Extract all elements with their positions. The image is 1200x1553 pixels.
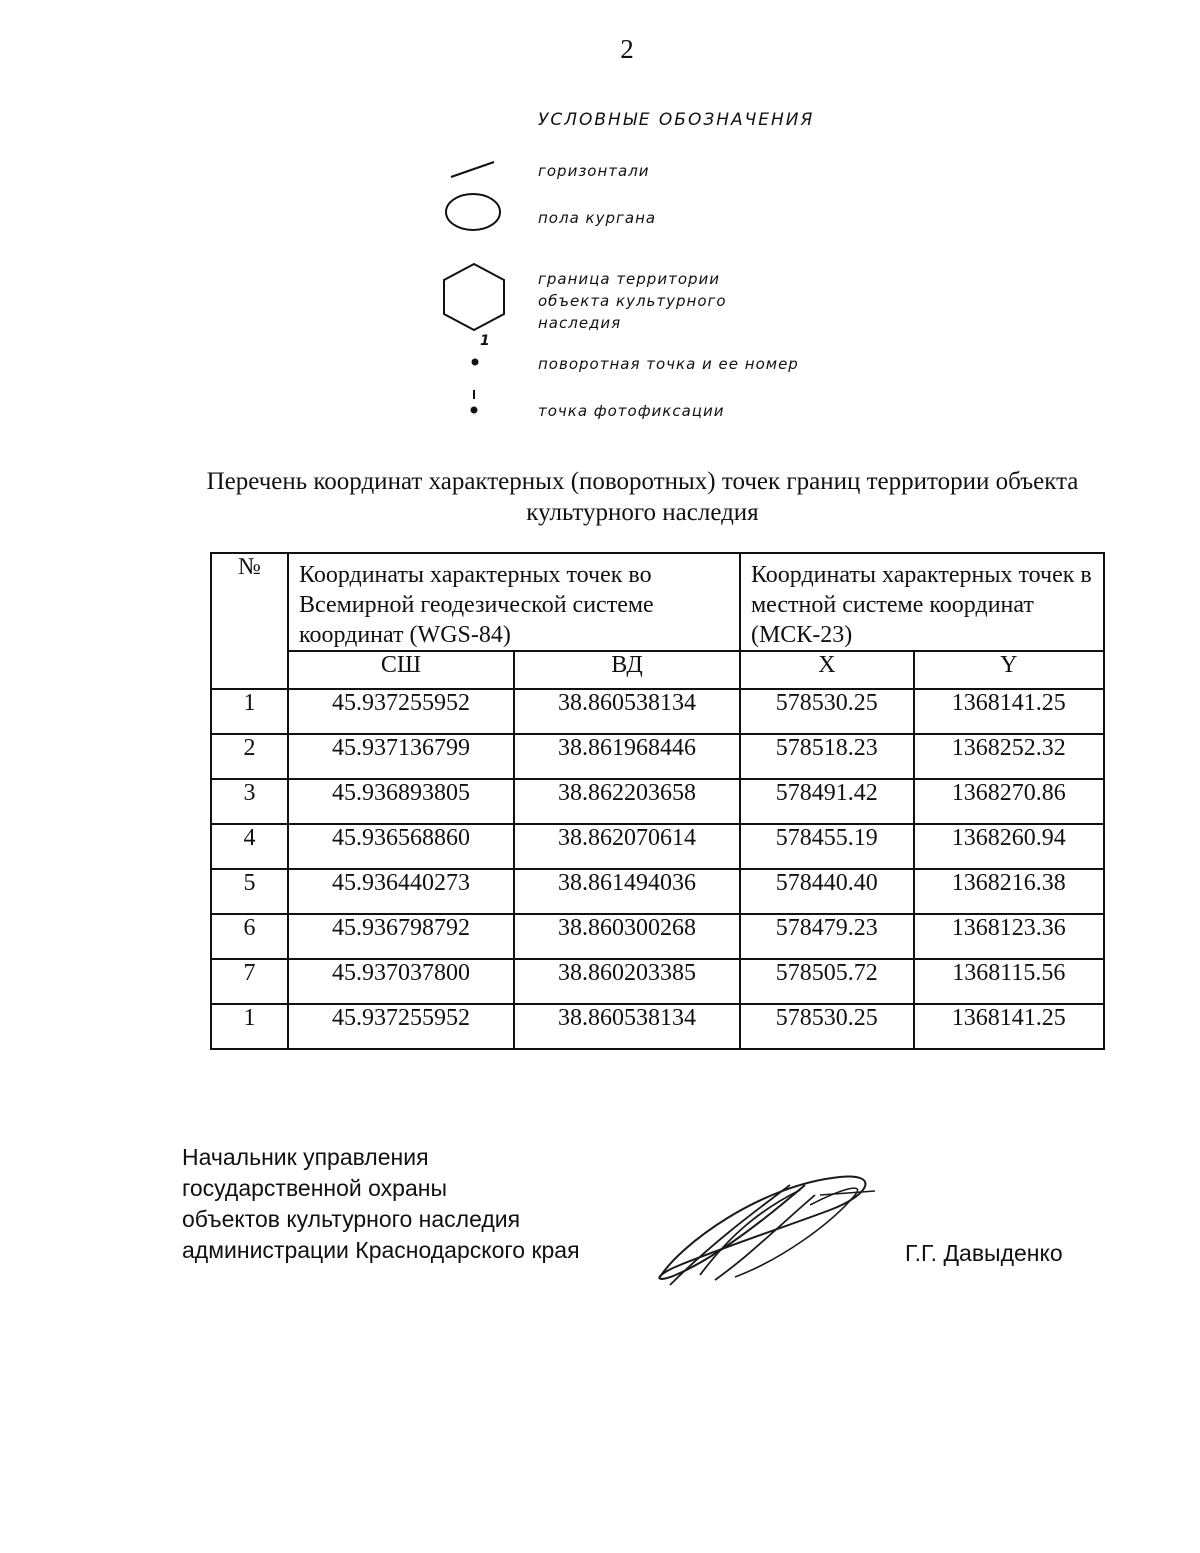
cell-lon: 38.861494036: [514, 869, 740, 914]
coordinates-table: [210, 552, 1105, 1050]
cell-x: 578491.42: [740, 779, 914, 824]
cell-x: 578505.72: [740, 959, 914, 1004]
hexagon-icon: [440, 260, 508, 334]
cell-x: 578530.25: [740, 1004, 914, 1049]
cell-lon: 38.860203385: [514, 959, 740, 1004]
cell-lon: 38.862070614: [514, 824, 740, 869]
cell-lon: 38.860300268: [514, 914, 740, 959]
cell-lon: 38.860538134: [514, 1004, 740, 1049]
cell-number: 5: [211, 869, 288, 914]
photo-point-icon: [466, 387, 482, 417]
signer-name: Г.Г. Давыденко: [905, 1240, 1063, 1266]
cell-lat: 45.937255952: [288, 1004, 514, 1049]
cell-lon: 38.860538134: [514, 689, 740, 734]
table-row: [211, 689, 1104, 734]
contour-line-icon: [448, 158, 498, 182]
header-lon: ВД: [514, 651, 740, 689]
cell-lat: 45.936568860: [288, 824, 514, 869]
cell-y: 1368141.25: [914, 1004, 1104, 1049]
coordinates-heading: Перечень координат характерных (поворотных) точек границ территории объекта культурного наследия: [206, 468, 1079, 526]
cell-y: 1368252.32: [914, 734, 1104, 779]
cell-x: 578455.19: [740, 824, 914, 869]
cell-y: 1368141.25: [914, 689, 1104, 734]
cell-y: 1368123.36: [914, 914, 1104, 959]
page-number: 2: [620, 34, 634, 64]
table-row: [211, 959, 1104, 1004]
cell-lon: 38.861968446: [514, 734, 740, 779]
point-number: 1: [480, 333, 490, 349]
cell-number: 7: [211, 959, 288, 1004]
signature-image: [640, 1165, 880, 1295]
legend-label-contour: горизонтали: [538, 162, 650, 180]
ellipse-icon: [442, 190, 504, 234]
header-x: X: [740, 651, 914, 689]
legend-title: УСЛОВНЫЕ ОБОЗНАЧЕНИЯ: [538, 110, 815, 130]
cell-number: 3: [211, 779, 288, 824]
header-msk23: Координаты характерных точек в местной системе координат (МСК-23): [740, 553, 1104, 651]
cell-y: 1368216.38: [914, 869, 1104, 914]
cell-number: 1: [211, 1004, 288, 1049]
header-number: №: [211, 553, 288, 689]
numbered-point-icon: [468, 355, 482, 369]
cell-lat: 45.936893805: [288, 779, 514, 824]
cell-lat: 45.936440273: [288, 869, 514, 914]
cell-y: 1368260.94: [914, 824, 1104, 869]
legend-label-boundary: граница территории объекта культурного наследия: [538, 270, 727, 332]
table-row: [211, 734, 1104, 779]
legend-label-mound: пола кургана: [538, 209, 657, 227]
cell-lon: 38.862203658: [514, 779, 740, 824]
cell-number: 6: [211, 914, 288, 959]
table-row: [211, 779, 1104, 824]
cell-y: 1368270.86: [914, 779, 1104, 824]
cell-number: 2: [211, 734, 288, 779]
legend-label-turning-point: поворотная точка и ее номер: [538, 355, 799, 373]
signer-position: Начальник управления государственной охраны объектов культурного наследия администрации Краснодарского края: [182, 1144, 580, 1263]
cell-x: 578530.25: [740, 689, 914, 734]
cell-x: 578479.23: [740, 914, 914, 959]
cell-lat: 45.937037800: [288, 959, 514, 1004]
header-y: Y: [914, 651, 1104, 689]
cell-x: 578440.40: [740, 869, 914, 914]
legend-label-photo-point: точка фотофиксации: [538, 402, 725, 420]
cell-number: 1: [211, 689, 288, 734]
table-row: [211, 824, 1104, 869]
cell-lat: 45.937255952: [288, 689, 514, 734]
header-wgs84: Координаты характерных точек во Всемирной геодезической системе координат (WGS-84): [288, 553, 740, 651]
table-row: [211, 914, 1104, 959]
cell-x: 578518.23: [740, 734, 914, 779]
table-row: [211, 1004, 1104, 1049]
cell-number: 4: [211, 824, 288, 869]
cell-lat: 45.937136799: [288, 734, 514, 779]
cell-y: 1368115.56: [914, 959, 1104, 1004]
header-lat: СШ: [288, 651, 514, 689]
cell-lat: 45.936798792: [288, 914, 514, 959]
table-row: [211, 869, 1104, 914]
